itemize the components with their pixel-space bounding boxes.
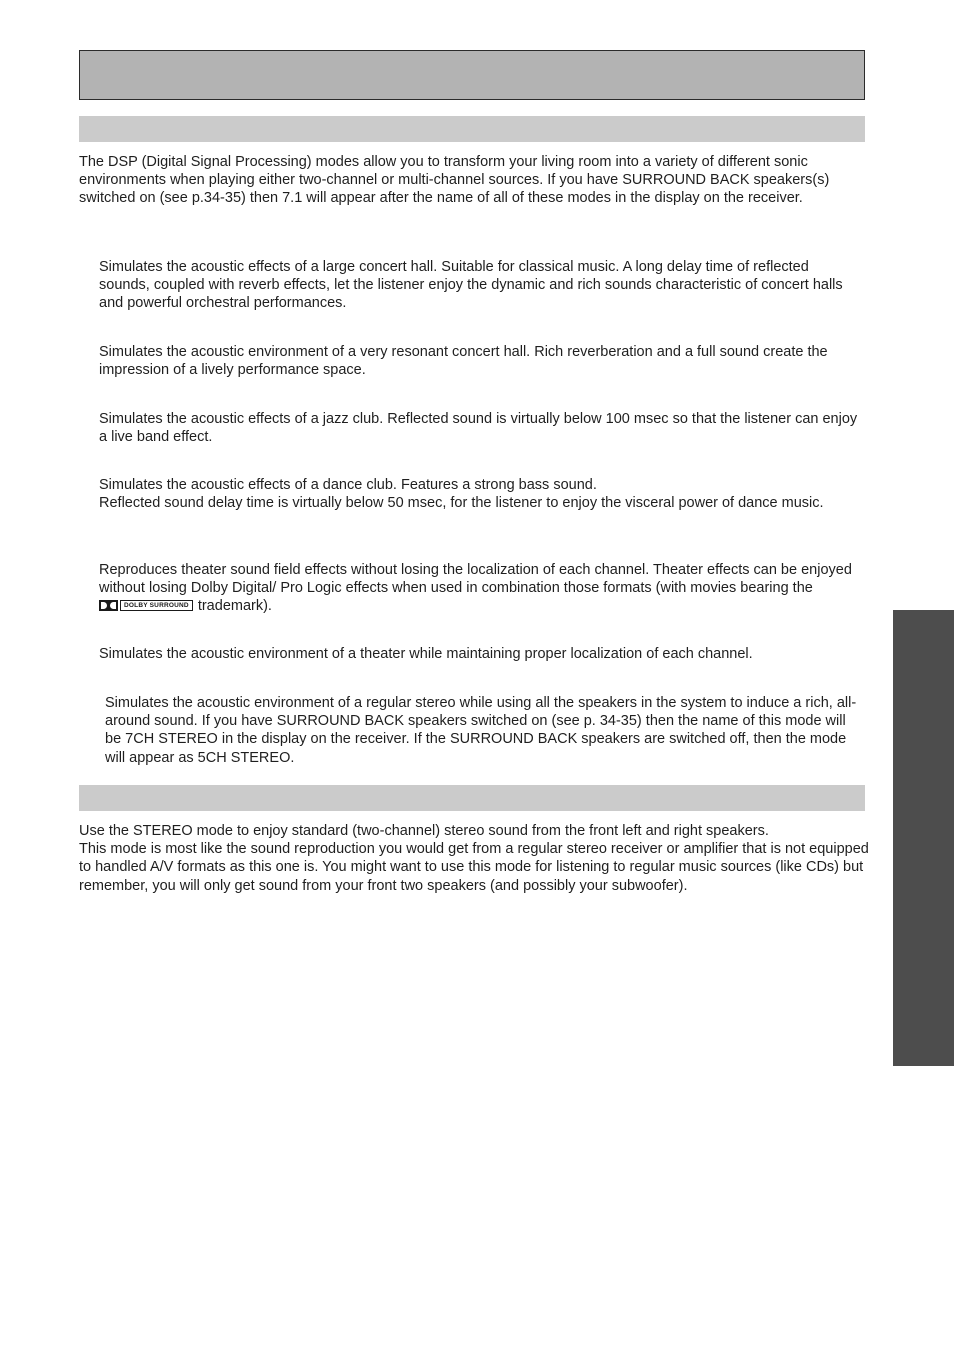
side-chapter-tab	[893, 610, 954, 1066]
mode-description-5	[99, 561, 859, 616]
mode-description-7: Simulates the acoustic environment of a regular stereo while using all the speakers in the system to induce a rich, all-around sound. If you have SURROUND BACK speakers switched on (see p. 34-35) then the name of this mode will be 7CH STEREO in the display on the receiver. If the SURROUND BACK speakers are switched off, then the mode will appear as 5CH STEREO.	[105, 695, 857, 766]
intro-paragraph: The DSP (Digital Signal Processing) modes allow you to transform your living room into a variety of different sonic environments when playing either two-channel or multi-channel sources. If you have SURROUND BACK speakers(s) switched on (see p.34-35) then 7.1 will appear after the name of all of these modes in the display on the receiver.	[79, 154, 830, 207]
mode-description-5-trailer: trademark).	[197, 598, 272, 615]
mode-description-4-line1: Simulates the acoustic effects of a dance club. Features a strong bass sound.	[99, 477, 597, 493]
stereo-paragraph-line2: This mode is most like the sound reproduction you would get from a regular stereo receiver or amplifier that is not equipped to handled A/V formats as this one is. You might want to use this mode for listening to regular music sources (like CDs) but remember, you will only get sound from your front two speakers (and possibly your subwoofer).	[79, 841, 869, 894]
stereo-paragraph	[79, 822, 869, 895]
dolby-surround-logo	[99, 600, 193, 611]
dolby-surround-logo-text: DOLBY SURROUND	[120, 600, 193, 611]
page-title-bar	[79, 50, 865, 100]
double-d-icon	[99, 600, 118, 611]
section-header-stereo	[79, 785, 865, 811]
stereo-paragraph-line1: Use the STEREO mode to enjoy standard (two-channel) stereo sound from the front left and right speakers.	[79, 823, 769, 839]
mode-description-5-text: Reproduces theater sound field effects without losing the localization of each channel. Theater effects can be enjoyed without losing Dolby Digital/ Pro Logic effects when used in combination those formats (with movies bearing the	[99, 562, 852, 597]
mode-description-4	[99, 476, 859, 512]
mode-description-6: Simulates the acoustic environment of a theater while maintaining proper localization of each channel.	[99, 646, 753, 662]
mode-description-4-line2: Reflected sound delay time is virtually below 50 msec, for the listener to enjoy the visceral power of dance music.	[99, 495, 824, 512]
mode-description-1: Simulates the acoustic effects of a large concert hall. Suitable for classical music. A long delay time of reflected sounds, coupled with reverb effects, let the listener enjoy the dynamic and rich sounds characteristic of concert halls and powerful orchestral performances.	[99, 259, 843, 312]
mode-description-3: Simulates the acoustic effects of a jazz club. Reflected sound is virtually below 100 msec so that the listener can enjoy a live band effect.	[99, 411, 858, 446]
section-header-dsp-modes	[79, 116, 865, 142]
mode-description-2: Simulates the acoustic environment of a very resonant concert hall. Rich reverberation and a full sound create the impression of a lively performance space.	[99, 344, 828, 379]
